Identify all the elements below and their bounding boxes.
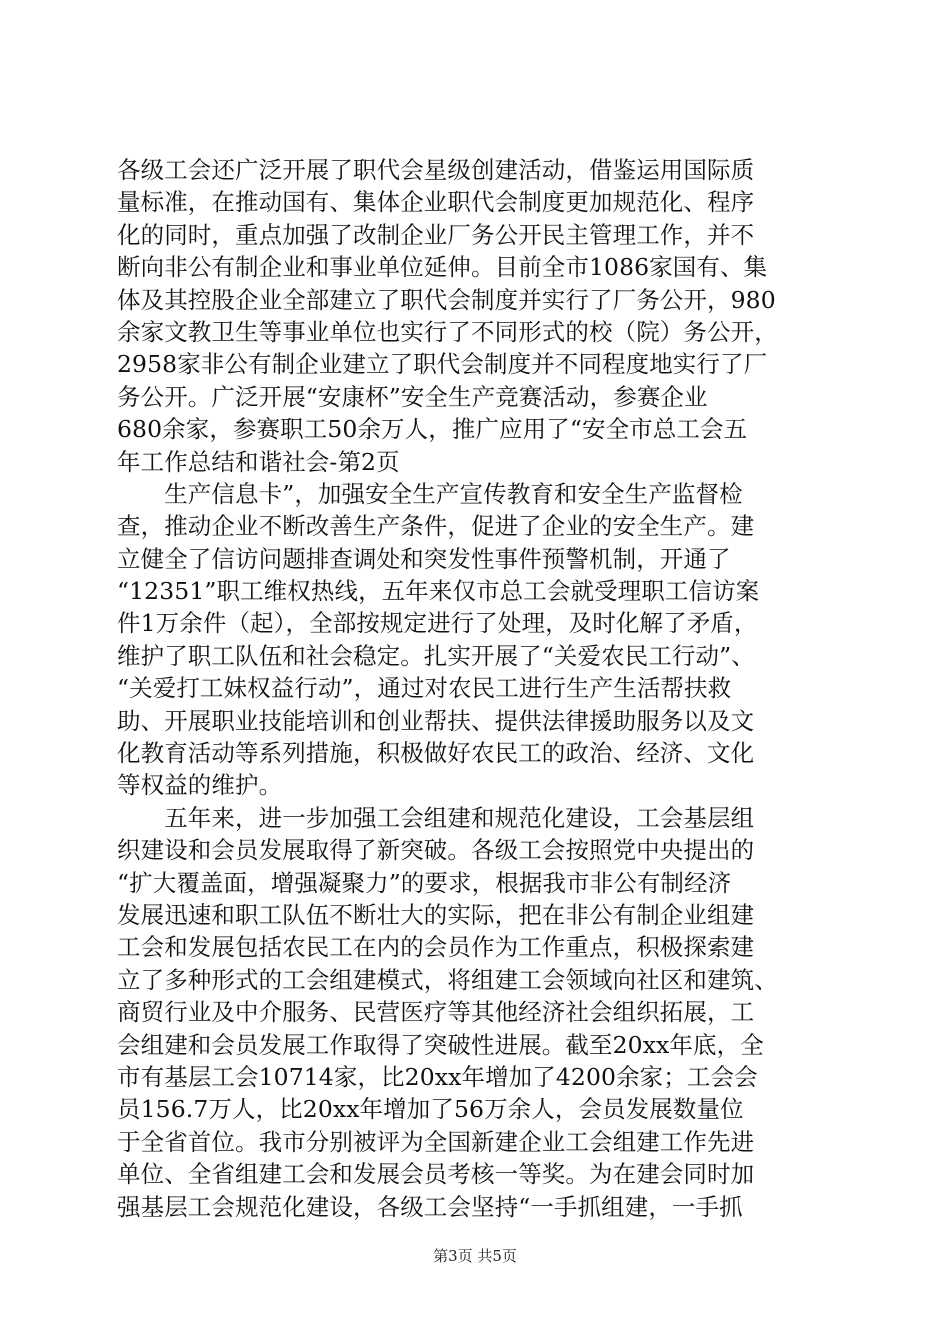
text-line: 2958家非公有制企业建立了职代会制度并不同程度地实行了厂	[117, 350, 768, 379]
text-line: 化的同时，重点加强了改制企业厂务公开民主管理工作，并不	[117, 220, 755, 249]
text-line: “关爱打工妹权益行动”，通过对农民工进行生产生活帮扶救	[117, 674, 732, 703]
text-line: 立健全了信访问题排查调处和突发性事件预警机制，开通了	[117, 544, 731, 573]
text-line: 余家文教卫生等事业单位也实行了不同形式的校（院）务公开，	[117, 317, 778, 346]
text-line: “扩大覆盖面，增强凝聚力”的要求，根据我市非公有制经济	[117, 868, 732, 897]
text-line: 发展迅速和职工队伍不断壮大的实际，把在非公有制企业组建	[117, 900, 755, 929]
text-line: 织建设和会员发展取得了新突破。各级工会按照党中央提出的	[117, 836, 755, 865]
text-line: 员156.7万人，比20xx年增加了56万余人，会员发展数量位	[117, 1095, 744, 1124]
text-line: 商贸行业及中介服务、民营医疗等其他经济社会组织拓展，工	[117, 998, 755, 1027]
text-line: 强基层工会规范化建设，各级工会坚持“一手抓组建，一手抓	[117, 1192, 743, 1221]
text-line: 查，推动企业不断改善生产条件，促进了企业的安全生产。建	[117, 512, 755, 541]
page-footer: 第3页 共5页	[433, 1247, 517, 1265]
text-line: 断向非公有制企业和事业单位延伸。目前全市1086家国有、集	[117, 253, 768, 282]
body-text	[117, 154, 837, 1223]
text-line: “12351”职工维权热线，五年来仅市总工会就受理职工信访案	[117, 577, 760, 606]
text-line: 件1万余件（起），全部按规定进行了处理，及时化解了矛盾，	[117, 609, 758, 638]
text-line: 各级工会还广泛开展了职代会星级创建活动，借鉴运用国际质	[117, 156, 755, 184]
text-line: 680余家，参赛职工50余万人，推广应用了“安全市总工会五	[117, 415, 748, 444]
text-line: 立了多种形式的工会组建模式，将组建工会领域向社区和建筑、	[117, 965, 778, 994]
text-line: 体及其控股企业全部建立了职代会制度并实行了厂务公开，980	[117, 285, 776, 314]
text-line: 工会和发展包括农民工在内的会员作为工作重点，积极探索建	[117, 933, 755, 962]
text-line: 生产信息卡”，加强安全生产宣传教育和安全生产监督检	[117, 479, 743, 508]
text-line: 维护了职工队伍和社会稳定。扎实开展了“关爱农民工行动”、	[117, 641, 755, 670]
text-line: 年工作总结和谐社会-第2页	[117, 447, 400, 476]
text-line: 市有基层工会10714家，比20xx年增加了4200余家；工会会	[117, 1062, 758, 1091]
text-line: 五年来，进一步加强工会组建和规范化建设，工会基层组	[117, 803, 755, 832]
text-line: 单位、全省组建工会和发展会员考核一等奖。为在建会同时加	[117, 1160, 755, 1189]
text-line: 务公开。广泛开展“安康杯”安全生产竞赛活动，参赛企业	[117, 382, 708, 411]
text-line: 于全省首位。我市分别被评为全国新建企业工会组建工作先进	[117, 1127, 755, 1156]
text-line: 化教育活动等系列措施，积极做好农民工的政治、经济、文化	[117, 739, 755, 768]
text-line: 会组建和会员发展工作取得了突破性进展。截至20xx年底，全	[117, 1030, 764, 1059]
text-line: 量标准，在推动国有、集体企业职代会制度更加规范化、程序	[117, 188, 755, 217]
text-line: 等权益的维护。	[117, 771, 283, 800]
text-line: 助、开展职业技能培训和创业帮扶、提供法律援助服务以及文	[117, 706, 755, 735]
